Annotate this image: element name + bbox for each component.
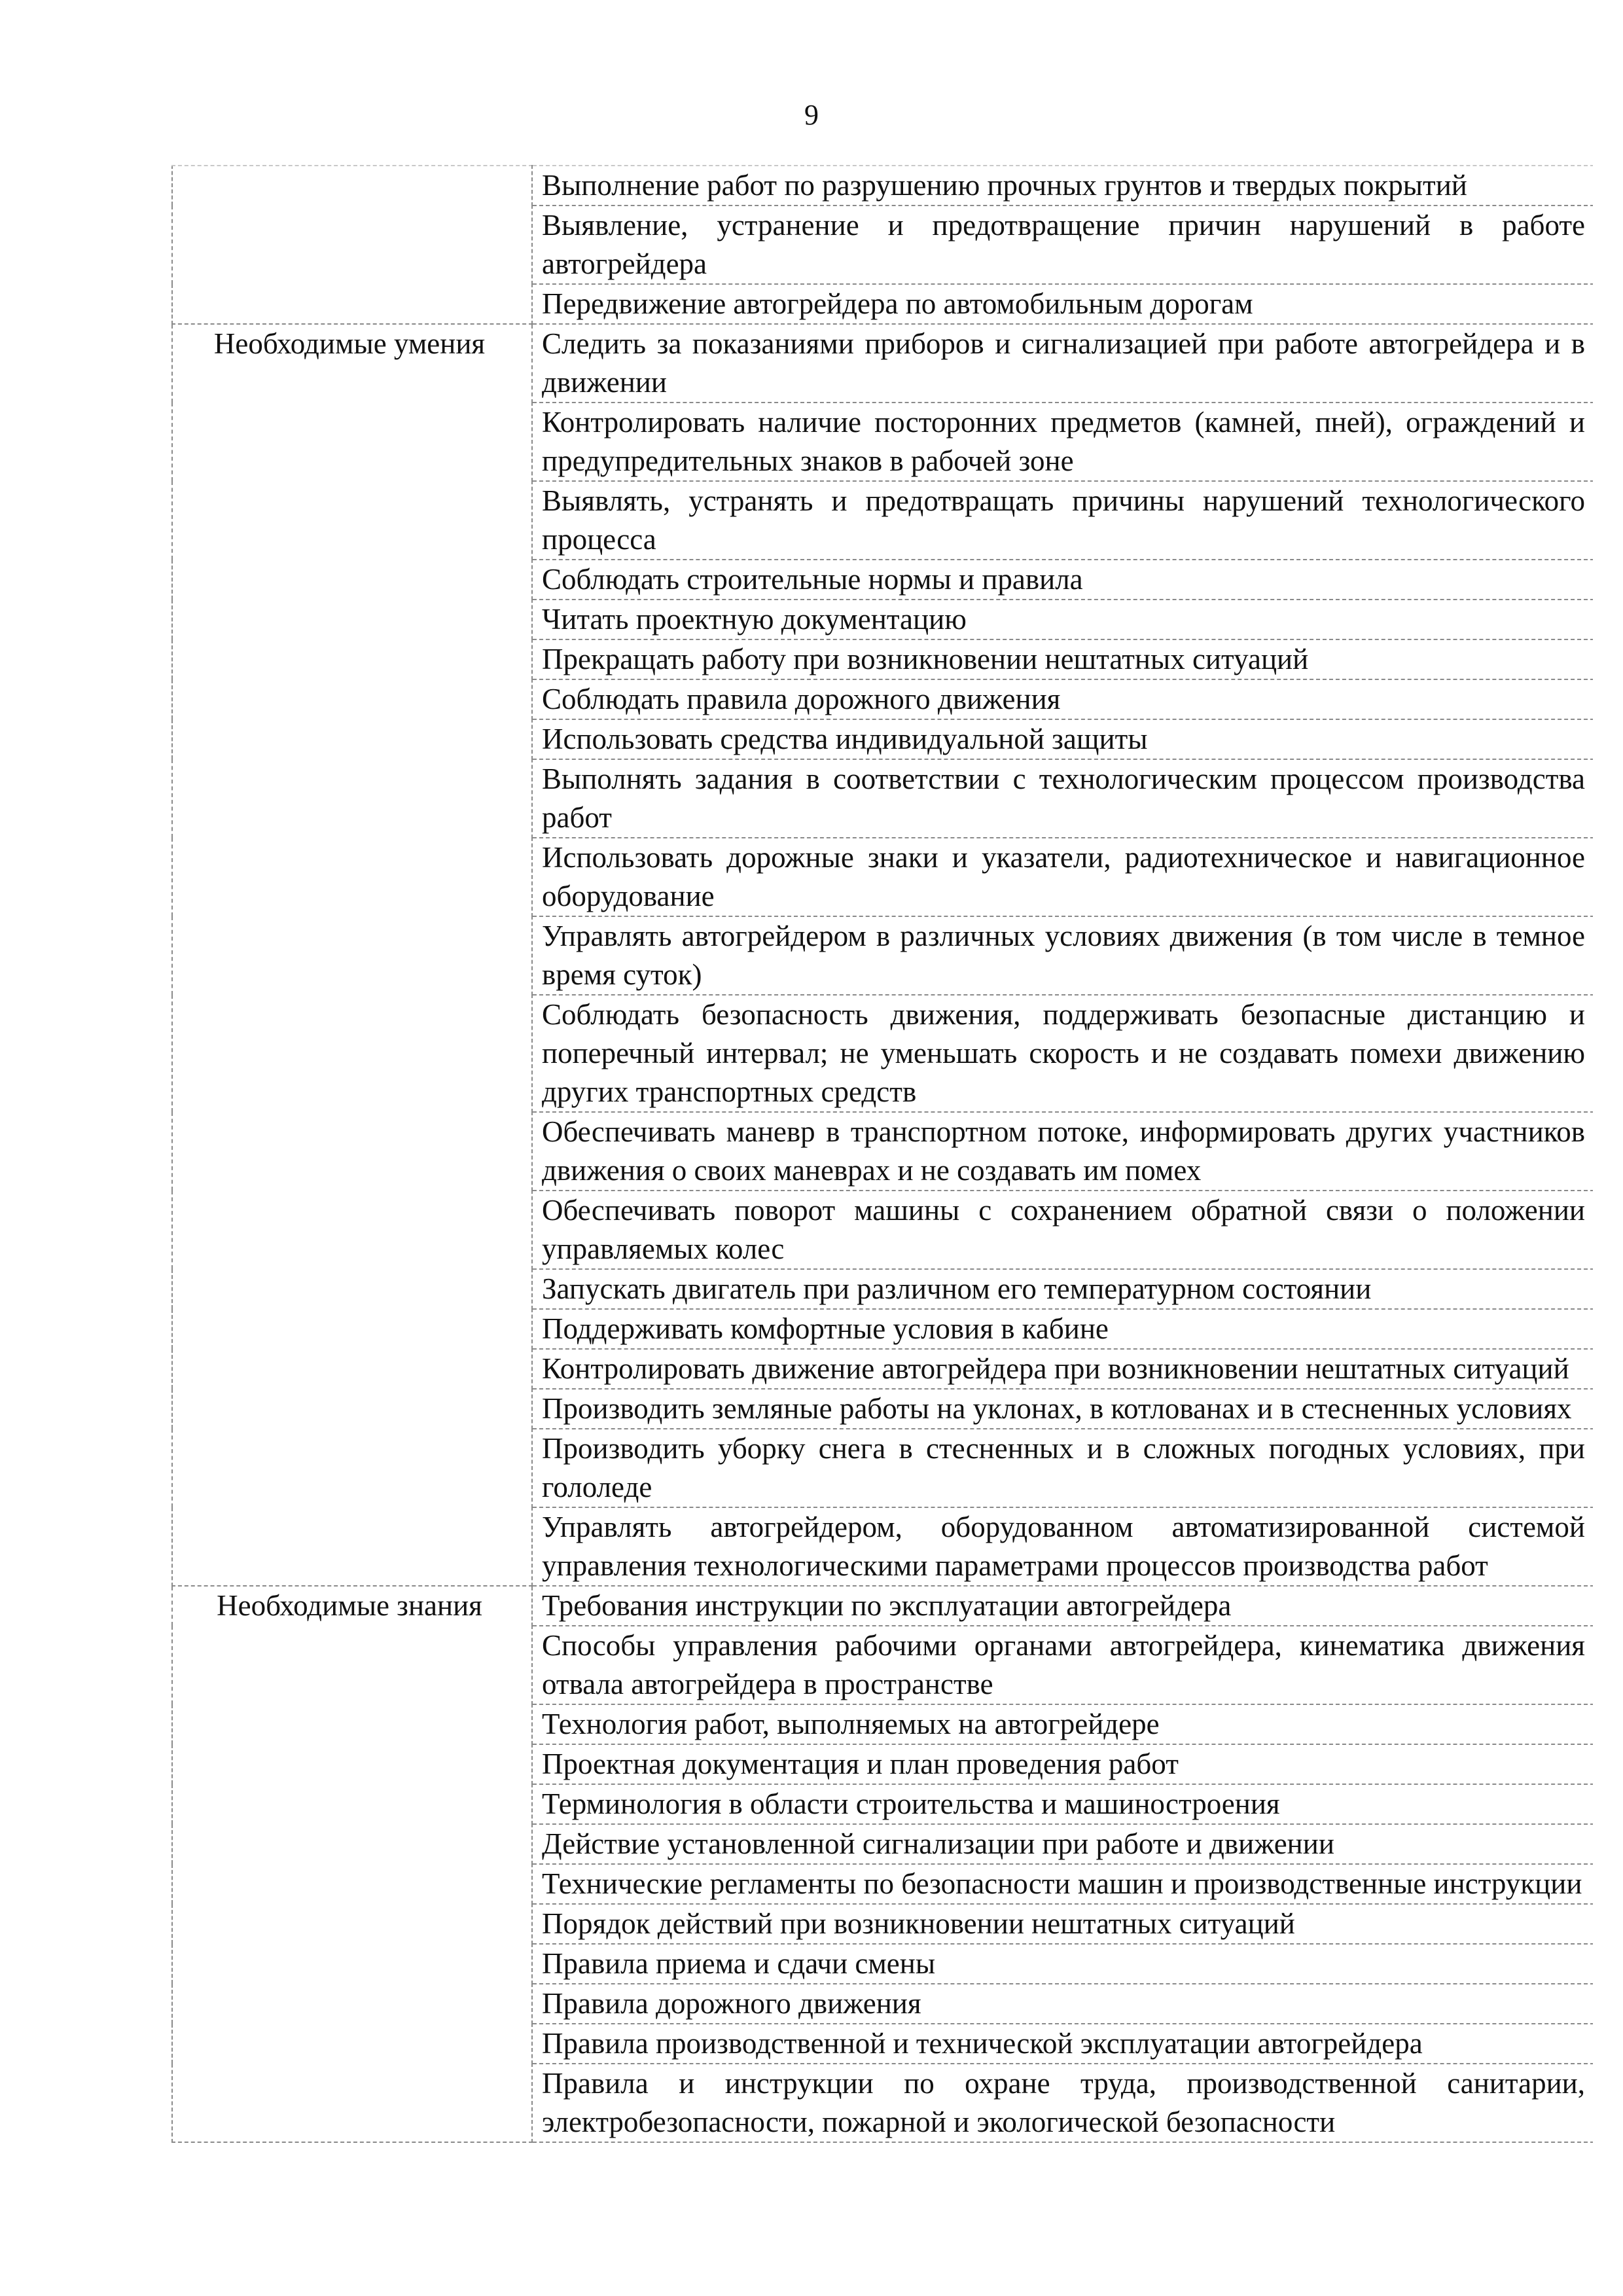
table-row <box>172 324 1593 403</box>
knowledge-item: Требования инструкции по эксплуатации автогрейдера <box>532 1586 1593 1626</box>
page-number: 9 <box>804 99 819 131</box>
skills-label: Необходимые умения <box>172 324 532 1586</box>
table-cell: Выполнение работ по разрушению прочных грунтов и твердых покрытий <box>532 166 1593 206</box>
skill-item: Использовать дорожные знаки и указатели, радиотехническое и навигационное оборудование <box>532 838 1593 916</box>
skill-item: Обеспечивать поворот машины с сохранением обратной связи о положении управляемых колес <box>532 1191 1593 1269</box>
knowledge-label: Необходимые знания <box>172 1586 532 2142</box>
knowledge-item: Действие установленной сигнализации при работе и движении <box>532 1824 1593 1864</box>
knowledge-item: Технология работ, выполняемых на автогрейдере <box>532 1704 1593 1744</box>
skill-item: Выполнять задания в соответствии с технологическим процессом производства работ <box>532 759 1593 838</box>
qualification-table-wrapper <box>171 165 1593 2296</box>
knowledge-item: Терминология в области строительства и машиностроения <box>532 1784 1593 1824</box>
skill-item: Использовать средства индивидуальной защиты <box>532 719 1593 759</box>
label-cell-continued <box>172 166 532 324</box>
skill-item: Поддерживать комфортные условия в кабине <box>532 1309 1593 1349</box>
skill-item: Читать проектную документацию <box>532 600 1593 639</box>
skill-item: Контролировать движение автогрейдера при возникновении нештатных ситуаций <box>532 1349 1593 1389</box>
skill-item: Производить уборку снега в стесненных и в сложных погодных условиях, при гололеде <box>532 1429 1593 1507</box>
table-row <box>172 166 1593 206</box>
skill-item: Соблюдать строительные нормы и правила <box>532 560 1593 600</box>
skill-item: Производить земляные работы на уклонах, в котлованах и в стесненных условиях <box>532 1389 1593 1429</box>
table-cell: Выявление, устранение и предотвращение причин нарушений в работе автогрейдера <box>532 206 1593 284</box>
knowledge-item: Порядок действий при возникновении нештатных ситуаций <box>532 1904 1593 1944</box>
knowledge-item: Проектная документация и план проведения работ <box>532 1744 1593 1784</box>
skill-item: Обеспечивать маневр в транспортном потоке, информировать других участников движения о своих маневрах и не создавать им помех <box>532 1112 1593 1191</box>
skill-item: Выявлять, устранять и предотвращать причины нарушений технологического процесса <box>532 481 1593 560</box>
skill-item: Соблюдать правила дорожного движения <box>532 679 1593 719</box>
knowledge-item: Правила производственной и технической эксплуатации автогрейдера <box>532 2024 1593 2064</box>
skill-item: Управлять автогрейдером в различных условиях движения (в том числе в темное время суток) <box>532 916 1593 995</box>
skill-item: Прекращать работу при возникновении нештатных ситуаций <box>532 639 1593 679</box>
qualification-table <box>171 165 1593 2143</box>
skill-item: Контролировать наличие посторонних предметов (камней, пней), ограждений и предупредительных знаков в рабочей зоне <box>532 403 1593 481</box>
knowledge-item: Правила дорожного движения <box>532 1984 1593 2024</box>
table-row <box>172 1586 1593 1626</box>
skill-item: Управлять автогрейдером, оборудованном автоматизированной системой управления технологическими параметрами процессов производства работ <box>532 1507 1593 1586</box>
skill-item: Соблюдать безопасность движения, поддерживать безопасные дистанцию и поперечный интервал; не уменьшать скорость и не создавать помехи движению других транспортных средств <box>532 995 1593 1112</box>
skill-item: Запускать двигатель при различном его температурном состоянии <box>532 1269 1593 1309</box>
knowledge-item: Правила и инструкции по охране труда, производственной санитарии, электробезопасности, пожарной и экологической безопасности <box>532 2064 1593 2142</box>
knowledge-item: Технические регламенты по безопасности машин и производственные инструкции <box>532 1864 1593 1904</box>
knowledge-item: Правила приема и сдачи смены <box>532 1944 1593 1984</box>
knowledge-item: Способы управления рабочими органами автогрейдера, кинематика движения отвала автогрейдера в пространстве <box>532 1626 1593 1704</box>
table-cell: Передвижение автогрейдера по автомобильным дорогам <box>532 284 1593 324</box>
skill-item: Следить за показаниями приборов и сигнализацией при работе автогрейдера и в движении <box>532 324 1593 403</box>
